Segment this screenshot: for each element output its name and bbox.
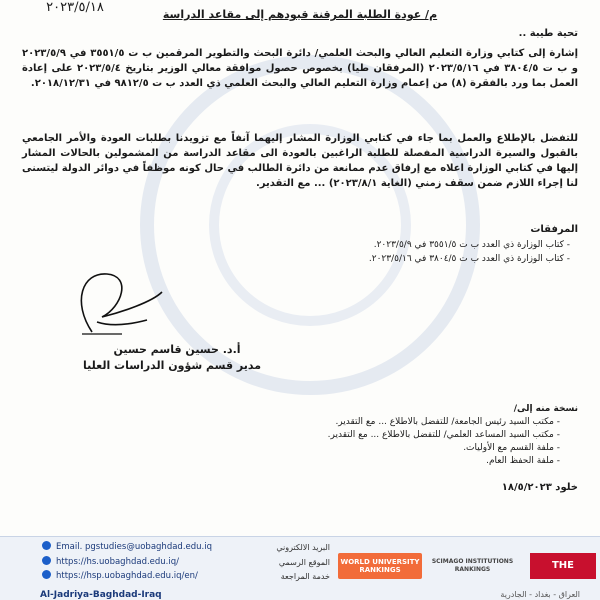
- copy-item: - مكتب السيد رئيس الجامعة/ للتفضل بالاطلاع ... مع التقدير.: [328, 416, 560, 429]
- contact-label: خدمة المراجعة: [280, 572, 330, 581]
- world-university-rankings-logo: WORLD UNIVERSITY RANKINGS: [338, 553, 422, 579]
- attachments-title: المرفقات: [530, 224, 578, 235]
- contact-label: الموقع الرسمي: [278, 557, 330, 567]
- copy-item: - ملفة القسم مع الأوليات.: [328, 442, 560, 455]
- attachment-item: - كتاب الوزارة ذي العدد ب ت ٣٥٥١/٥ في ٢٠٢٣/٥/٩.: [369, 238, 570, 252]
- contact-list: [42, 540, 212, 584]
- address-en: Al-Jadriya-Baghdad-Iraq: [40, 590, 162, 600]
- contact-email[interactable]: Email. pgstudies@uobaghdad.edu.iq: [42, 540, 212, 555]
- attachment-item: - كتاب الوزارة ذي العدد ب ت ٣٨٠٤/٥ في ٢٠٢٣/٥/١٦.: [369, 252, 570, 266]
- clerk-date: خلود ١٨/٥/٢٠٢٣: [501, 482, 578, 493]
- scimago-logo: SCIMAGO INSTITUTIONS RANKINGS: [431, 558, 514, 573]
- copies-list: [328, 416, 560, 468]
- address-ar: العراق - بغداد - الجادرية: [500, 590, 580, 599]
- contact-website[interactable]: https://hs.uobaghdad.edu.iq/: [42, 555, 212, 570]
- attachments-list: [369, 238, 570, 266]
- contact-labels: [250, 541, 330, 585]
- contact-service[interactable]: https://hsp.uobaghdad.edu.iq/en/: [42, 569, 212, 584]
- copies-title: نسخة منه إلى/: [513, 404, 578, 414]
- greeting: تحية طيبة ..: [518, 28, 578, 39]
- letter-subject: م/ عودة الطلبة المرقنة قيودهم إلى مقاعد الدراسة: [162, 8, 438, 21]
- copy-item: - مكتب السيد المساعد العلمي/ للتفضل بالاطلاع ... مع التقدير.: [328, 429, 560, 442]
- handwritten-signature: [62, 262, 172, 342]
- copy-item: - ملفة الحفظ العام.: [328, 455, 560, 468]
- body-paragraph-2: للتفضل بالإطلاع والعمل بما جاء في كتابي الوزارة المشار إليهما آنفاً مع تزويدنا بطلبات العودة والأمر الجامعي بالقبول والسيرة الدراسية المفصلة للطلبة الراغبين بالعودة الى مقاعد الدراسة من المشمولين بالحالات المشار إليها في كتابي الوزارة اعلاه مع إرفاق عدم ممانعة من دائرة الطالب في حال كونه موظفاً في دوائر الدولة ليتسنى لنا إجراء اللازم ضمن سقف زمني (الغاية ٢٠٢٣/٨/١) ... مع التقدير.: [22, 133, 578, 189]
- signature-date: ٢٠٢٣/٥/١٨: [46, 0, 104, 15]
- contact-label: البريد الالكتروني: [276, 543, 330, 552]
- email-icon: [42, 541, 51, 550]
- signatory-name: أ.د. حسين قاسم حسين: [113, 343, 241, 356]
- web-icon: [42, 556, 51, 565]
- times-higher-education-logo: THE: [530, 553, 596, 579]
- signatory-title: مدير قسم شؤون الدراسات العليا: [83, 359, 261, 372]
- body-paragraph-1: إشارة إلى كتابي وزارة التعليم العالي والبحث العلمي/ دائرة البحث والتطوير المرقمين ب ت ٣٥٥١/٥ في ٢٠٢٣/٥/٩ و ب ت ٣٨٠٤/٥ في ٢٠٢٣/٥/١٦ (المرفقان طيا) بخصوص حصول موافقة معالي الوزير بتاريخ ٢٠٢٣/٥/٤ على إعادة العمل بما ورد بالفقرة (٨) من إعمام وزارة التعليم العالي والبحث العلمي ذي العدد ب ت ٩٨١٢/٥ في ٢٠١٨/١٢/٣١.: [22, 48, 578, 89]
- web-icon: [42, 570, 51, 579]
